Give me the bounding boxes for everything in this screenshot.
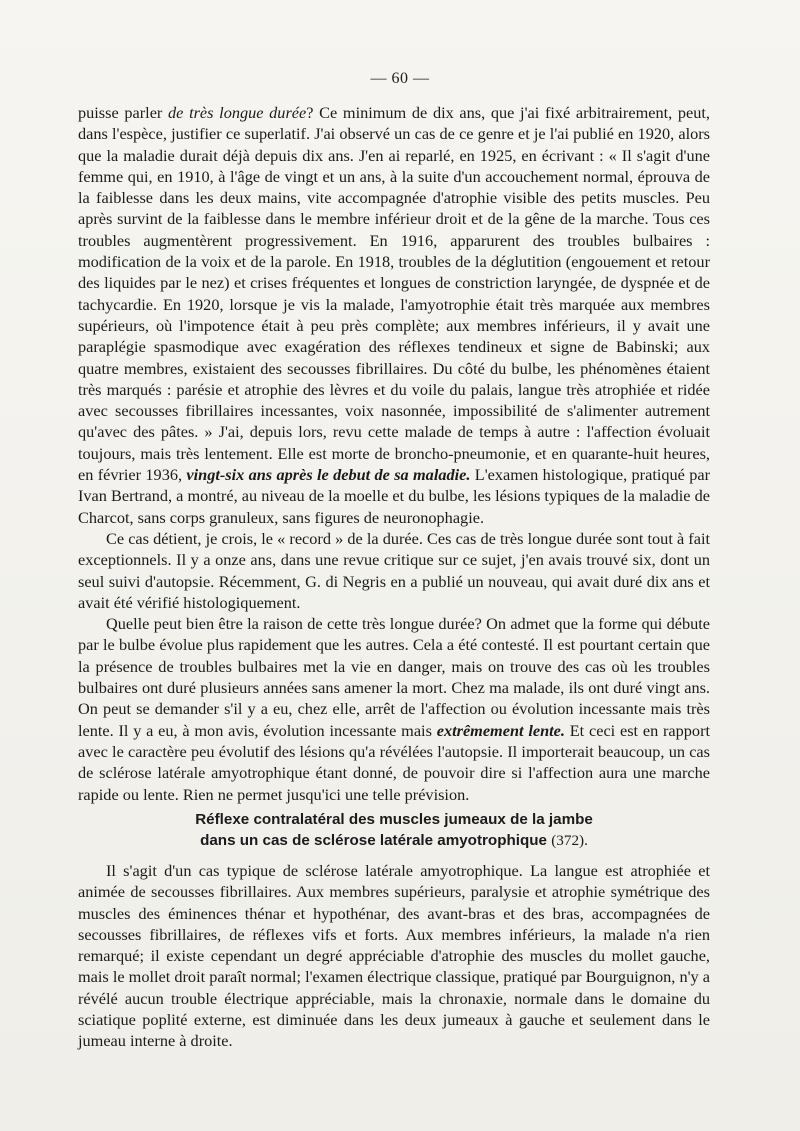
section-title xyxy=(78,809,710,851)
section-title-line-2-text: dans un cas de sclérose latérale amyotrophique xyxy=(200,832,547,849)
paragraph-1-text-c: L'examen histologique, pratiqué par Ivan Bertrand, a montré, au niveau de la moelle et du bulbe, les lésions typiques de la maladie de Charcot, sans corps granuleux, sans figures de neuronophagie. xyxy=(78,465,710,527)
paragraph-3-text-a: Quelle peut bien être la raison de cette très longue durée? On admet que la forme qui débute par le bulbe évolue plus rapidement que les autres. Cela a été contesté. Il est pourtant certain que la présence de troubles bulbaires met la vie en danger, mais on trouve des cas où les troubles bulbaires ont duré plusieurs années sans amener la mort. Chez ma malade, ils ont duré vingt ans. On peut se demander s'il y a eu, chez elle, arrêt de l'affection ou évolution incessante mais très lente. Il y a eu, à mon avis, évolution incessante mais xyxy=(78,614,710,740)
section-text xyxy=(78,860,710,1052)
section-paragraph: Il s'agit d'un cas typique de sclérose latérale amyotrophique. La langue est atrophiée et animée de secousses fibrillaires. Aux membres supérieurs, paralysie et atrophie symétrique des muscles des éminences thénar et hypothénar, des avant-bras et des bras, accompagnées de secousses fibrillaires, de réflexes vifs et forts. Aux membres inférieurs, la malade n'a rien remarqué; il existe cependant un degré appréciable d'atrophie des muscles du mollet gauche, mais le mollet droit paraît normal; l'examen électrique classique, pratiqué par Bourguignon, n'y a révélé aucun trouble électrique appréciable, mais la chronaxie, normale dans le domaine du sciatique poplité externe, est diminuée dans les deux jumeaux à gauche et seulement dans le jumeau interne à droite. xyxy=(78,861,710,1051)
paragraph-3 xyxy=(78,613,710,805)
section-title-reference: (372). xyxy=(551,832,588,849)
section-title-line-2 xyxy=(78,830,710,851)
paragraph-1-text-b: ? Ce minimum de dix ans, que j'ai fixé arbitrairement, peut, dans l'espèce, justifier ce superlatif. J'ai observé un cas de ce genre et je l'ai publié en 1920, alors que la maladie durait déjà depuis dix ans. J'en ai reparlé, en 1925, en écrivant : « Il s'agit d'une femme qui, en 1910, à l'âge de vingt et un ans, à la suite d'un accouchement normal, éprouva de la faiblesse dans les deux mains, vite accompagnée d'atrophie visible des petits muscles. Peu après survint de la faiblesse dans le membre inférieur droit et de la gêne de la marche. Tous ces troubles augmentèrent progressivement. En 1916, apparurent des troubles bulbaires : modification de la voix et de la parole. En 1918, troubles de la déglutition (engouement et retour des liquides par le nez) et crises fréquentes et longues de constriction laryngée, de dyspnée et de tachycardie. En 1920, lorsque je vis la malade, l'amyotrophie était très marquée aux membres supérieurs, où l'impotence était à peu près complète; aux membres inférieurs, il y avait une paraplégie spasmodique avec exagération des réflexes tendineux et signe de Babinski; aux quatre membres, existaient des secousses fibrillaires. Du côté du bulbe, les phénomènes étaient très marqués : parésie et atrophie des lèvres et du voile du palais, langue très atrophiée et ridée avec secousses fibrillaires incessantes, voix nasonnée, impossibilité de s'alimenter autrement qu'avec des pâtes. » J'ai, depuis lors, revu cette malade de temps à autre : l'affection évoluait toujours, mais très lentement. Elle est morte de broncho-pneumonie, et en quarante-huit heures, en février 1936, xyxy=(78,103,710,485)
paragraph-3-emphasis: extrêmement lente. xyxy=(436,720,565,740)
page-number: — 60 — xyxy=(370,70,430,87)
paragraph-1-emphasis-a: de très longue durée xyxy=(168,103,307,122)
paragraph-1 xyxy=(78,102,710,528)
paragraph-3-text-b: Et ceci est en rapport avec le caractère peu évolutif des lésions qu'a révélées l'autopsie. Il importerait beaucoup, un cas de sclérose latérale amyotrophique étant donné, de pouvoir dire si l'affection aura une marche rapide ou lente. Rien ne permet jusqu'ici une telle prévision. xyxy=(78,720,711,804)
paragraph-2: Ce cas détient, je crois, le « record » de la durée. Ces cas de très longue durée sont tout à fait exceptionnels. Il y a onze ans, dans une revue critique sur ce sujet, j'en avais trouvé six, dont un seul suivi d'autopsie. Récemment, G. di Negris en a publié un nouveau, qui avait duré dix ans et avait été vérifié histologiquement. xyxy=(78,528,710,612)
paragraph-1-text-a: puisse parler xyxy=(78,103,169,122)
section-title-line-1: Réflexe contralatéral des muscles jumeaux de la jambe xyxy=(195,811,593,828)
paragraph-1-emphasis-b: vingt-six ans après le debut de sa maladie. xyxy=(186,465,471,485)
body-text xyxy=(78,102,710,805)
